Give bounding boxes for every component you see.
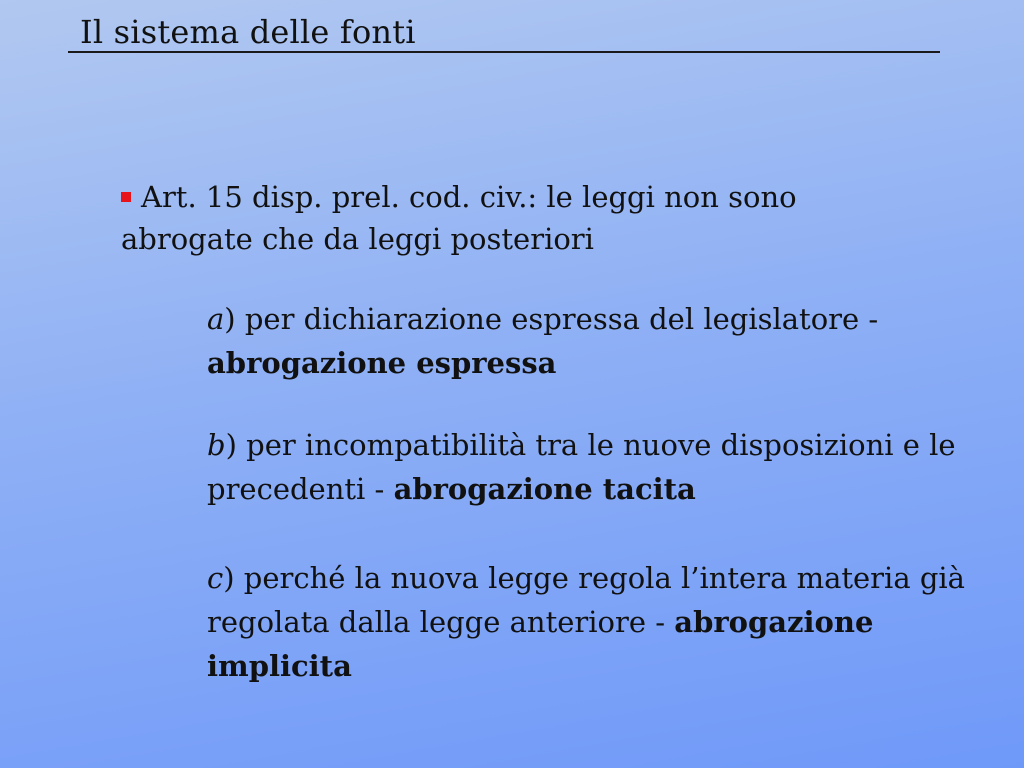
main-bullet xyxy=(121,176,881,260)
item-paren: ) xyxy=(225,428,237,462)
slide-title: Il sistema delle fonti xyxy=(80,13,416,51)
item-emphasis: abrogazione espressa xyxy=(207,346,557,380)
list-item-b xyxy=(207,423,967,511)
item-emphasis: abrogazione implicita xyxy=(207,605,874,683)
item-emphasis: abrogazione tacita xyxy=(393,472,696,506)
title-underline xyxy=(68,51,940,53)
item-text: per dichiarazione espressa del legislatore - xyxy=(235,302,879,336)
item-paren: ) xyxy=(224,302,236,336)
item-text: per incompatibilità tra le nuove disposizioni e le precedenti - xyxy=(207,428,956,506)
item-paren: ) xyxy=(223,561,235,595)
item-letter: a xyxy=(207,302,225,336)
item-letter: b xyxy=(207,428,226,462)
list-item-a xyxy=(207,297,967,385)
item-letter: c xyxy=(207,561,224,595)
square-bullet-icon xyxy=(121,192,131,202)
item-text: perché la nuova legge regola l’intera materia già regolata dalla legge anteriore - xyxy=(207,561,965,639)
main-bullet-text: Art. 15 disp. prel. cod. civ.: le leggi non sono abrogate che da leggi posteriori xyxy=(121,180,797,256)
list-item-c xyxy=(207,556,967,688)
